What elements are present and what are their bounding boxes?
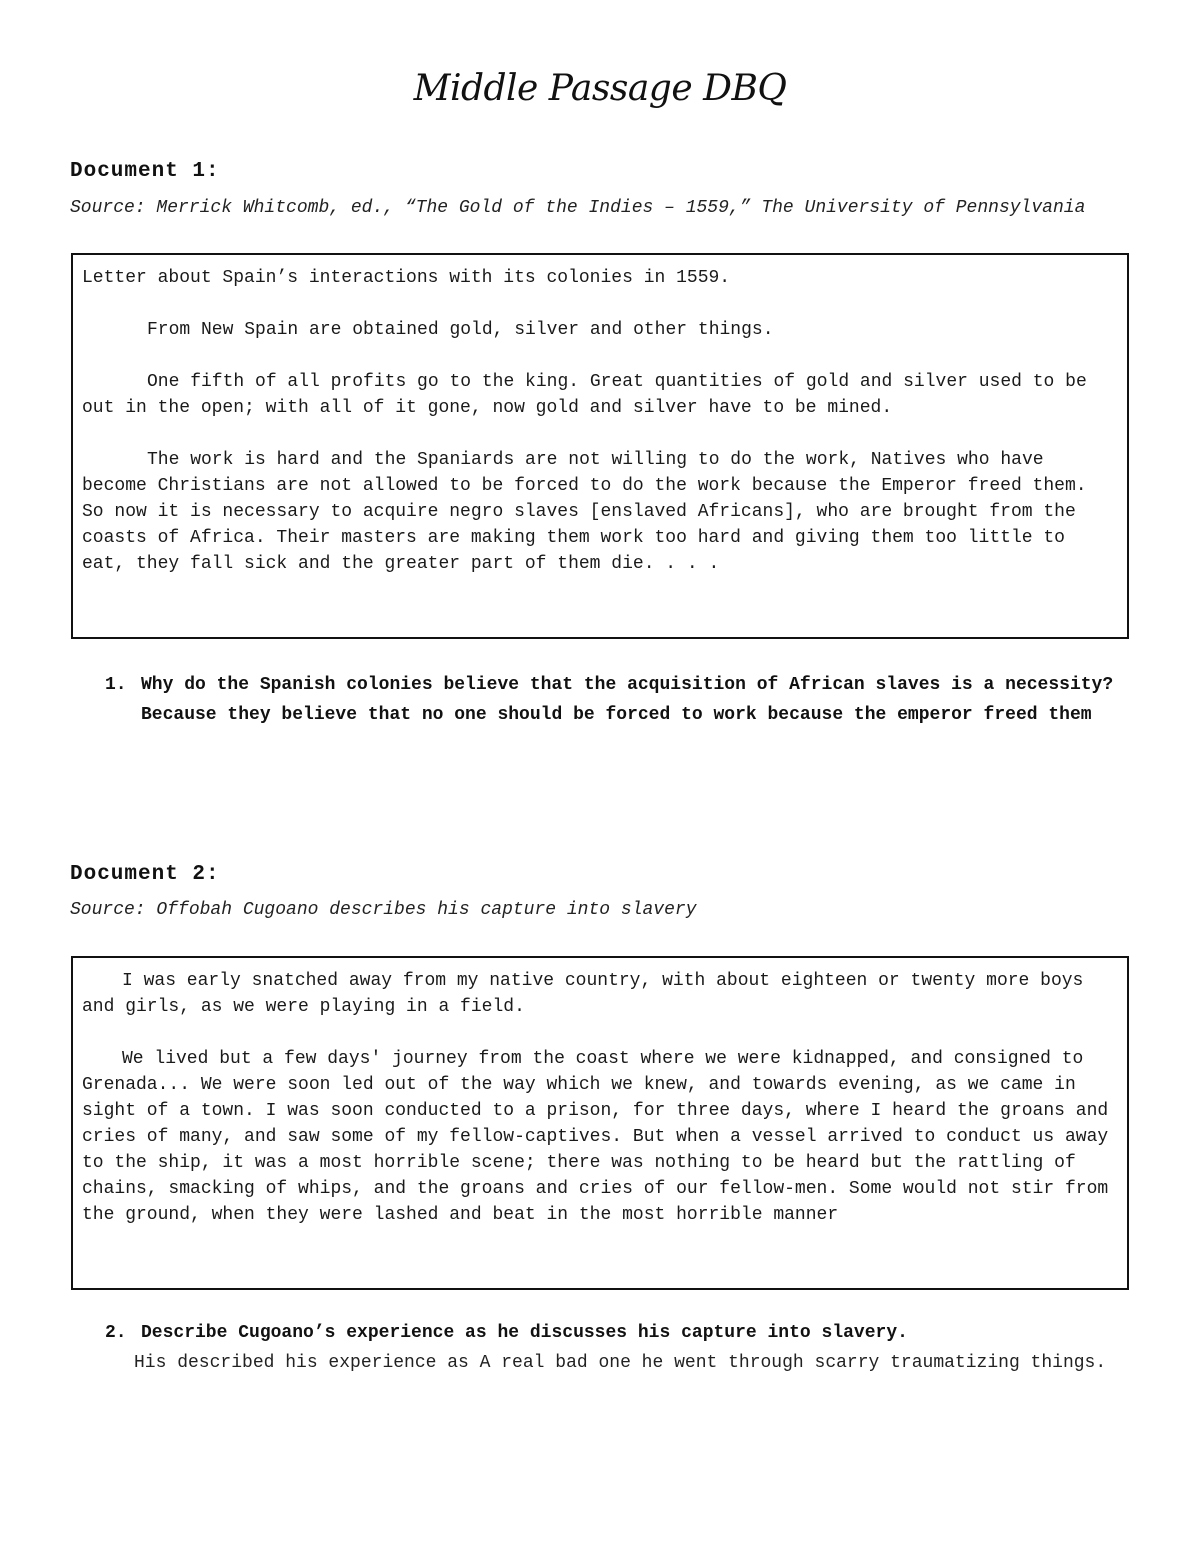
document-1-paragraph: Letter about Spain’s interactions with its colonies in 1559. <box>82 268 731 288</box>
question-1-number: 1. <box>105 675 127 695</box>
document-2-paragraph: We lived but a few days' journey from the coast where we were kidnapped, and consigned to Grenada... We were soon led out of the way which we knew, and towards evening, as we came in sight of a town. I was soon conducted to a prison, for three days, where I heard the groans and cries of many, and saw some of my fellow-captives. But when a vessel arrived to conduct us away to the ship, it was a most horrible scene; there was nothing to be heard but the rattling of chains, smacking of whips, and the groans and cries of our fellow-men. Some would not stir from the ground, when they were lashed and beat in the most horrible manner <box>82 1049 1109 1225</box>
document-2-excerpt-box <box>71 956 1129 1290</box>
question-2-text: Describe Cugoano’s experience as he discusses his capture into slavery. <box>141 1323 908 1343</box>
question-2-answer: His described his experience as A real bad one he went through scarry traumatizing things. <box>134 1353 1107 1373</box>
question-1 <box>105 670 1115 730</box>
question-1-text: Why do the Spanish colonies believe that the acquisition of African slaves is a necessity? Because they believe that no one should be forced to work because the emperor freed them <box>141 675 1114 725</box>
document-2-heading: Document 2: <box>70 863 220 886</box>
document-1-paragraph: From New Spain are obtained gold, silver and other things. <box>147 320 774 340</box>
document-2-paragraph: I was early snatched away from my native country, with about eighteen or twenty more boys and girls, as we were playing in a field. <box>82 971 1084 1017</box>
document-1-source: Source: Merrick Whitcomb, ed., “The Gold of the Indies – 1559,” The University of Pennsylvania <box>70 198 1086 218</box>
question-2 <box>105 1318 1115 1348</box>
document-1-paragraph: The work is hard and the Spaniards are not willing to do the work, Natives who have become Christians are not allowed to be forced to do the work because the Emperor freed them. So now it is necessary to acquire negro slaves [enslaved Africans], who are brought from the coasts of Africa. Their masters are making them work too hard and giving them too little to eat, they fall sick and the greater part of them die. . . . <box>82 450 1087 574</box>
page-title: Middle Passage DBQ <box>413 68 787 109</box>
document-1-heading: Document 1: <box>70 160 220 183</box>
document-2-source: Source: Offobah Cugoano describes his capture into slavery <box>70 900 697 920</box>
document-1-excerpt-box <box>71 253 1129 639</box>
document-1-paragraph: One fifth of all profits go to the king. Great quantities of gold and silver used to be out in the open; with all of it gone, now gold and silver have to be mined. <box>82 372 1087 418</box>
question-2-number: 2. <box>105 1323 127 1343</box>
